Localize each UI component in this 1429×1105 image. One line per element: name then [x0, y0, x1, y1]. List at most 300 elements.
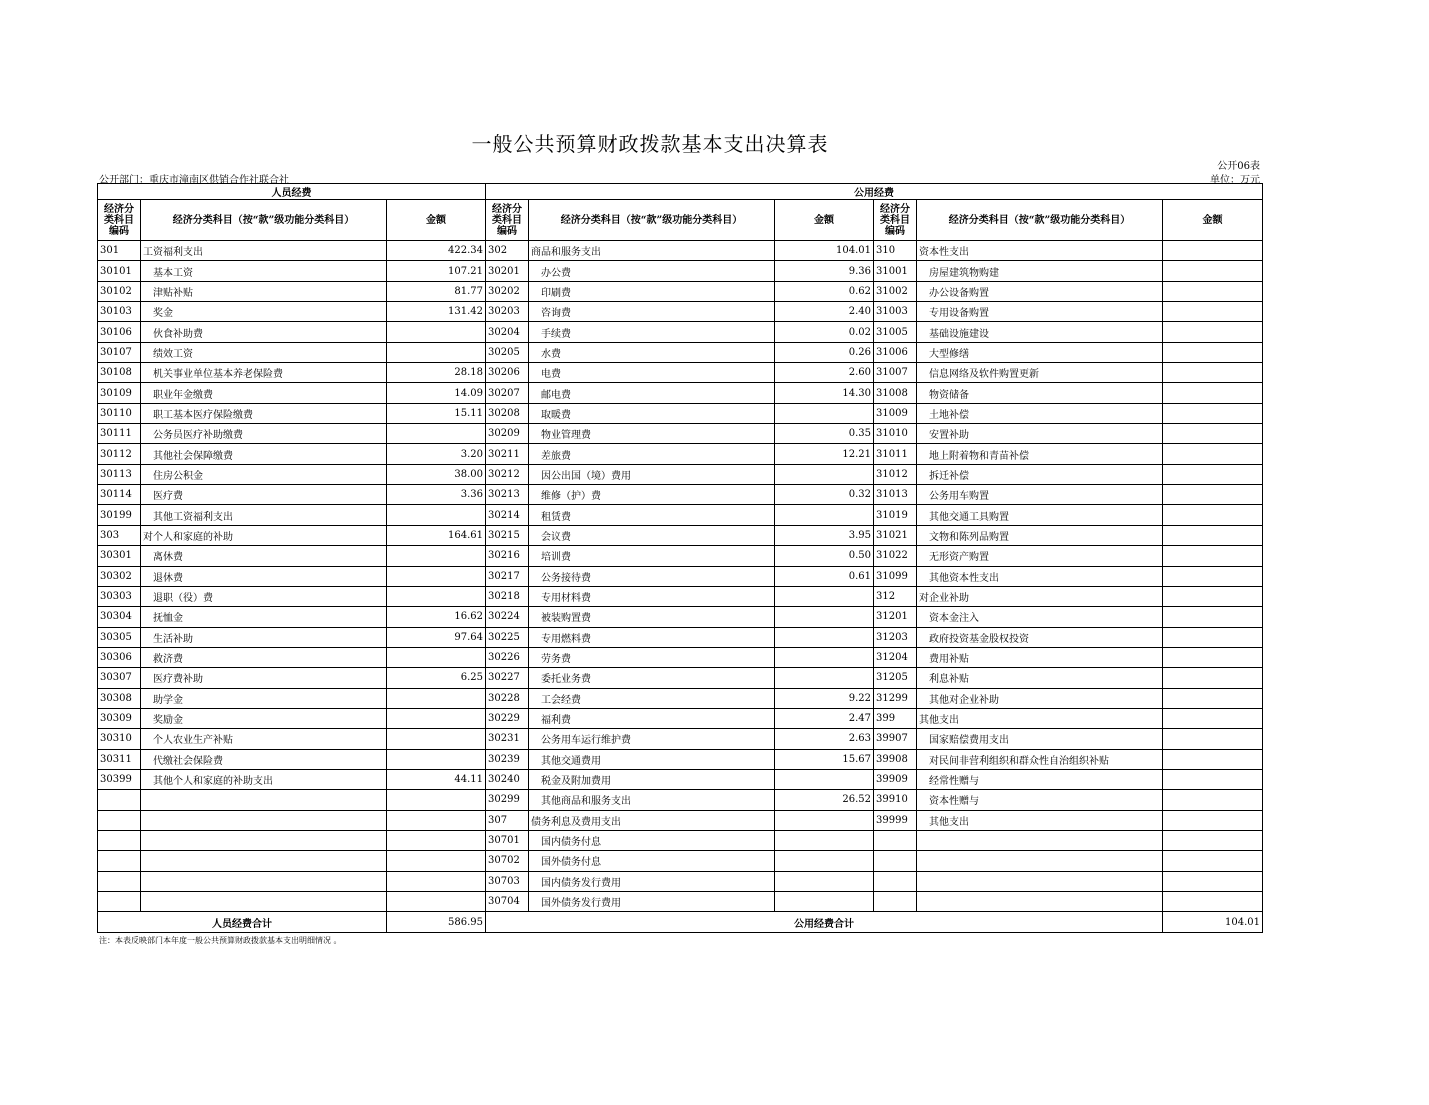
amount-cell [1163, 363, 1263, 383]
subject-header: 经济分类科目（按“款”级功能分类科目） [529, 200, 775, 241]
table-row [98, 810, 1263, 830]
code-cell: 30211 [486, 444, 529, 464]
code-header: 经济分类科目编码 [486, 200, 529, 241]
subject-cell: 无形资产购置 [917, 546, 1163, 566]
amount-cell [1163, 586, 1263, 606]
code-cell: 30306 [98, 647, 141, 667]
amount-cell [775, 647, 874, 667]
amount-cell [775, 505, 874, 525]
amount-cell [1163, 403, 1263, 423]
code-cell: 30215 [486, 525, 529, 545]
amount-cell [775, 586, 874, 606]
code-cell: 30203 [486, 302, 529, 322]
amount-cell [1163, 871, 1263, 891]
code-cell [98, 810, 141, 830]
code-cell: 30207 [486, 383, 529, 403]
code-cell [98, 871, 141, 891]
amount-cell [387, 424, 486, 444]
code-cell: 30205 [486, 342, 529, 362]
subject-cell: 土地补偿 [917, 403, 1163, 423]
table-row [98, 627, 1263, 647]
amount-cell: 0.50 [775, 546, 874, 566]
table-row [98, 302, 1263, 322]
code-cell: 30201 [486, 261, 529, 281]
subject-cell: 奖金 [141, 302, 387, 322]
subject-cell: 职业年金缴费 [141, 383, 387, 403]
subject-cell: 其他资本性支出 [917, 566, 1163, 586]
code-cell: 31201 [874, 607, 917, 627]
code-cell: 31011 [874, 444, 917, 464]
subject-cell: 国内债务发行费用 [529, 871, 775, 891]
table-row [98, 241, 1263, 261]
amount-cell: 107.21 [387, 261, 486, 281]
subject-cell: 债务利息及费用支出 [529, 810, 775, 830]
code-cell: 30218 [486, 586, 529, 606]
code-cell: 39907 [874, 729, 917, 749]
subject-cell: 培训费 [529, 546, 775, 566]
subject-cell: 工资福利支出 [141, 241, 387, 261]
amount-cell: 6.25 [387, 668, 486, 688]
subject-cell: 基本工资 [141, 261, 387, 281]
unit-label: 单位：万元 [1210, 175, 1260, 186]
amount-cell: 97.64 [387, 627, 486, 647]
code-cell [98, 851, 141, 871]
amount-cell: 14.09 [387, 383, 486, 403]
code-cell [98, 790, 141, 810]
amount-cell [1163, 607, 1263, 627]
amount-cell [1163, 810, 1263, 830]
code-cell: 30208 [486, 403, 529, 423]
subject-cell: 委托业务费 [529, 668, 775, 688]
code-cell: 31001 [874, 261, 917, 281]
table-row [98, 688, 1263, 708]
subject-cell: 差旅费 [529, 444, 775, 464]
amount-cell [1163, 302, 1263, 322]
subject-cell: 其他工资福利支出 [141, 505, 387, 525]
code-cell [874, 871, 917, 891]
subject-cell: 劳务费 [529, 647, 775, 667]
amount-cell [387, 892, 486, 912]
table-row [98, 444, 1263, 464]
code-cell: 31008 [874, 383, 917, 403]
personnel-section-header: 人员经费 [98, 184, 486, 200]
amount-cell: 0.02 [775, 322, 874, 342]
code-cell: 30216 [486, 546, 529, 566]
code-cell [874, 892, 917, 912]
subject-cell: 其他社会保障缴费 [141, 444, 387, 464]
code-cell: 30227 [486, 668, 529, 688]
subject-cell: 物业管理费 [529, 424, 775, 444]
code-cell: 31022 [874, 546, 917, 566]
amount-cell [387, 342, 486, 362]
section-header-row [98, 184, 1263, 200]
table-row [98, 485, 1263, 505]
code-cell: 301 [98, 241, 141, 261]
code-cell: 31006 [874, 342, 917, 362]
subject-cell: 国外债务发行费用 [529, 892, 775, 912]
code-cell: 31009 [874, 403, 917, 423]
code-cell: 30701 [486, 830, 529, 850]
amount-cell: 9.36 [775, 261, 874, 281]
code-cell: 30213 [486, 485, 529, 505]
code-cell: 30704 [486, 892, 529, 912]
subject-cell: 职工基本医疗保险缴费 [141, 403, 387, 423]
code-cell: 30229 [486, 708, 529, 728]
subject-cell [141, 790, 387, 810]
amount-cell [387, 810, 486, 830]
code-cell: 39999 [874, 810, 917, 830]
subject-cell: 救济费 [141, 647, 387, 667]
table-row [98, 546, 1263, 566]
table-row [98, 790, 1263, 810]
subject-cell: 对个人和家庭的补助 [141, 525, 387, 545]
subject-cell: 物资储备 [917, 383, 1163, 403]
amount-cell: 3.36 [387, 485, 486, 505]
code-cell: 39908 [874, 749, 917, 769]
code-cell: 30206 [486, 363, 529, 383]
amount-cell [387, 322, 486, 342]
subject-cell: 办公设备购置 [917, 281, 1163, 301]
amount-header: 金额 [775, 200, 874, 241]
code-cell: 399 [874, 708, 917, 728]
public-total-label: 公用经费合计 [486, 912, 1163, 932]
table-row [98, 403, 1263, 423]
subject-cell [141, 892, 387, 912]
table-row [98, 892, 1263, 912]
table-row [98, 586, 1263, 606]
expenditure-table [97, 183, 1263, 933]
code-cell: 39909 [874, 769, 917, 789]
code-cell: 30228 [486, 688, 529, 708]
amount-cell [387, 505, 486, 525]
code-cell: 30108 [98, 363, 141, 383]
column-header-row [98, 200, 1263, 241]
table-note: 注：本表反映部门本年度一般公共预算财政拨款基本支出明细情况 。 [99, 936, 342, 945]
subject-cell: 绩效工资 [141, 342, 387, 362]
subject-cell [917, 830, 1163, 850]
code-cell: 30113 [98, 464, 141, 484]
table-row [98, 505, 1263, 525]
amount-cell [387, 749, 486, 769]
amount-cell [387, 566, 486, 586]
amount-cell [775, 871, 874, 891]
table-row [98, 383, 1263, 403]
table-row [98, 729, 1263, 749]
subject-cell: 对企业补助 [917, 586, 1163, 606]
code-cell: 30301 [98, 546, 141, 566]
amount-cell: 2.63 [775, 729, 874, 749]
table-row [98, 261, 1263, 281]
subject-header: 经济分类科目（按“款”级功能分类科目） [917, 200, 1163, 241]
amount-cell [1163, 383, 1263, 403]
amount-cell: 14.30 [775, 383, 874, 403]
amount-cell [1163, 830, 1263, 850]
code-cell: 30225 [486, 627, 529, 647]
subject-cell: 医疗费 [141, 485, 387, 505]
amount-cell: 9.22 [775, 688, 874, 708]
subject-cell: 其他个人和家庭的补助支出 [141, 769, 387, 789]
subject-cell: 租赁费 [529, 505, 775, 525]
code-cell: 31019 [874, 505, 917, 525]
code-header: 经济分类科目编码 [874, 200, 917, 241]
subject-cell [141, 830, 387, 850]
amount-cell [775, 627, 874, 647]
subject-cell: 因公出国（境）费用 [529, 464, 775, 484]
code-cell [98, 892, 141, 912]
amount-cell: 15.67 [775, 749, 874, 769]
amount-cell: 2.40 [775, 302, 874, 322]
amount-cell: 0.62 [775, 281, 874, 301]
code-cell: 31013 [874, 485, 917, 505]
amount-cell [1163, 647, 1263, 667]
subject-cell: 抚恤金 [141, 607, 387, 627]
code-cell: 31205 [874, 668, 917, 688]
amount-cell: 12.21 [775, 444, 874, 464]
table-row [98, 769, 1263, 789]
amount-cell [387, 851, 486, 871]
amount-cell [1163, 566, 1263, 586]
table-row [98, 424, 1263, 444]
subject-cell: 其他对企业补助 [917, 688, 1163, 708]
code-cell: 30304 [98, 607, 141, 627]
subject-cell: 公务员医疗补助缴费 [141, 424, 387, 444]
amount-cell: 422.34 [387, 241, 486, 261]
table-row [98, 749, 1263, 769]
amount-cell [1163, 668, 1263, 688]
amount-cell [1163, 342, 1263, 362]
code-cell: 30107 [98, 342, 141, 362]
code-cell: 307 [486, 810, 529, 830]
subject-cell: 安置补助 [917, 424, 1163, 444]
amount-cell: 131.42 [387, 302, 486, 322]
code-cell: 310 [874, 241, 917, 261]
amount-cell [775, 830, 874, 850]
subject-cell: 公务接待费 [529, 566, 775, 586]
amount-cell [1163, 708, 1263, 728]
amount-cell [387, 586, 486, 606]
subject-cell: 其他支出 [917, 708, 1163, 728]
subject-cell: 住房公积金 [141, 464, 387, 484]
code-cell: 30106 [98, 322, 141, 342]
code-cell: 30204 [486, 322, 529, 342]
amount-cell [775, 464, 874, 484]
table-row [98, 668, 1263, 688]
amount-cell: 3.20 [387, 444, 486, 464]
table-row [98, 342, 1263, 362]
code-cell: 30214 [486, 505, 529, 525]
amount-cell [775, 810, 874, 830]
amount-cell [775, 668, 874, 688]
table-row [98, 464, 1263, 484]
amount-cell [387, 647, 486, 667]
subject-cell [917, 892, 1163, 912]
code-cell: 30202 [486, 281, 529, 301]
amount-cell [1163, 485, 1263, 505]
amount-cell: 44.11 [387, 769, 486, 789]
form-number: 公开06表 [1217, 161, 1260, 172]
code-cell: 30103 [98, 302, 141, 322]
code-cell: 30310 [98, 729, 141, 749]
subject-cell: 会议费 [529, 525, 775, 545]
amount-cell: 3.95 [775, 525, 874, 545]
code-cell [874, 830, 917, 850]
amount-cell: 2.47 [775, 708, 874, 728]
amount-cell [387, 546, 486, 566]
subject-cell: 水费 [529, 342, 775, 362]
amount-cell [387, 729, 486, 749]
amount-cell [1163, 749, 1263, 769]
subject-cell: 基础设施建设 [917, 322, 1163, 342]
totals-row [98, 912, 1263, 932]
amount-cell [1163, 464, 1263, 484]
table-row [98, 281, 1263, 301]
subject-cell: 维修（护）费 [529, 485, 775, 505]
table-row [98, 322, 1263, 342]
amount-header: 金额 [387, 200, 486, 241]
public-total-value: 104.01 [1163, 912, 1263, 932]
subject-cell: 国外债务付息 [529, 851, 775, 871]
amount-cell [775, 607, 874, 627]
amount-cell [387, 871, 486, 891]
subject-cell: 其他交通费用 [529, 749, 775, 769]
code-cell: 30703 [486, 871, 529, 891]
subject-cell: 税金及附加费用 [529, 769, 775, 789]
subject-cell: 工会经费 [529, 688, 775, 708]
code-cell: 30239 [486, 749, 529, 769]
subject-cell: 办公费 [529, 261, 775, 281]
amount-cell [1163, 851, 1263, 871]
amount-cell [387, 688, 486, 708]
subject-cell: 资本金注入 [917, 607, 1163, 627]
code-cell: 312 [874, 586, 917, 606]
amount-cell [1163, 790, 1263, 810]
amount-cell [387, 790, 486, 810]
subject-cell: 津贴补贴 [141, 281, 387, 301]
subject-cell: 其他交通工具购置 [917, 505, 1163, 525]
subject-cell: 退休费 [141, 566, 387, 586]
code-cell: 30311 [98, 749, 141, 769]
table-row [98, 871, 1263, 891]
subject-cell: 公务用车购置 [917, 485, 1163, 505]
subject-cell: 房屋建筑物购建 [917, 261, 1163, 281]
amount-cell [775, 851, 874, 871]
subject-cell: 地上附着物和青苗补偿 [917, 444, 1163, 464]
public-section-header: 公用经费 [486, 184, 1263, 200]
subject-cell: 医疗费补助 [141, 668, 387, 688]
amount-cell: 26.52 [775, 790, 874, 810]
subject-cell: 生活补助 [141, 627, 387, 647]
amount-cell: 28.18 [387, 363, 486, 383]
amount-cell [775, 769, 874, 789]
code-cell: 30217 [486, 566, 529, 586]
code-cell: 30309 [98, 708, 141, 728]
subject-cell: 公务用车运行维护费 [529, 729, 775, 749]
table-row [98, 647, 1263, 667]
subject-cell: 取暖费 [529, 403, 775, 423]
subject-cell [141, 851, 387, 871]
code-cell: 30224 [486, 607, 529, 627]
amount-cell [387, 830, 486, 850]
amount-cell [775, 892, 874, 912]
amount-cell [1163, 769, 1263, 789]
code-cell [98, 830, 141, 850]
code-cell [874, 851, 917, 871]
table-row [98, 708, 1263, 728]
code-cell: 30114 [98, 485, 141, 505]
subject-cell: 信息网络及软件购置更新 [917, 363, 1163, 383]
amount-cell [1163, 444, 1263, 464]
code-cell: 31012 [874, 464, 917, 484]
subject-cell: 福利费 [529, 708, 775, 728]
subject-cell: 机关事业单位基本养老保险费 [141, 363, 387, 383]
code-cell: 30302 [98, 566, 141, 586]
subject-cell: 文物和陈列品购置 [917, 525, 1163, 545]
amount-cell: 104.01 [775, 241, 874, 261]
code-cell: 30702 [486, 851, 529, 871]
amount-cell [1163, 688, 1263, 708]
amount-cell [1163, 322, 1263, 342]
code-cell: 30101 [98, 261, 141, 281]
code-cell: 30303 [98, 586, 141, 606]
amount-cell: 0.26 [775, 342, 874, 362]
amount-cell: 38.00 [387, 464, 486, 484]
code-cell: 31299 [874, 688, 917, 708]
code-cell: 31010 [874, 424, 917, 444]
code-cell: 31005 [874, 322, 917, 342]
amount-cell [1163, 505, 1263, 525]
code-cell: 30299 [486, 790, 529, 810]
subject-cell: 资本性支出 [917, 241, 1163, 261]
amount-cell: 164.61 [387, 525, 486, 545]
amount-cell [1163, 627, 1263, 647]
amount-cell [1163, 281, 1263, 301]
amount-cell: 0.61 [775, 566, 874, 586]
subject-cell [917, 871, 1163, 891]
subject-header: 经济分类科目（按“款”级功能分类科目） [141, 200, 387, 241]
code-cell: 30399 [98, 769, 141, 789]
personnel-total-value: 586.95 [387, 912, 486, 932]
code-cell: 30226 [486, 647, 529, 667]
subject-cell: 助学金 [141, 688, 387, 708]
amount-cell: 0.32 [775, 485, 874, 505]
subject-cell: 伙食补助费 [141, 322, 387, 342]
personnel-total-label: 人员经费合计 [98, 912, 387, 932]
table-row [98, 363, 1263, 383]
table-row [98, 566, 1263, 586]
code-cell: 30102 [98, 281, 141, 301]
code-cell: 31002 [874, 281, 917, 301]
amount-cell [1163, 261, 1263, 281]
code-cell: 30199 [98, 505, 141, 525]
code-cell: 31203 [874, 627, 917, 647]
amount-cell [1163, 241, 1263, 261]
subject-cell: 政府投资基金股权投资 [917, 627, 1163, 647]
subject-cell: 个人农业生产补贴 [141, 729, 387, 749]
code-cell: 31204 [874, 647, 917, 667]
subject-cell: 费用补贴 [917, 647, 1163, 667]
amount-cell: 16.62 [387, 607, 486, 627]
subject-cell: 手续费 [529, 322, 775, 342]
amount-cell [387, 708, 486, 728]
code-cell: 39910 [874, 790, 917, 810]
amount-cell: 2.60 [775, 363, 874, 383]
subject-cell: 被装购置费 [529, 607, 775, 627]
amount-cell: 0.35 [775, 424, 874, 444]
subject-cell: 其他支出 [917, 810, 1163, 830]
code-cell: 30109 [98, 383, 141, 403]
code-cell: 30308 [98, 688, 141, 708]
subject-cell: 印刷费 [529, 281, 775, 301]
